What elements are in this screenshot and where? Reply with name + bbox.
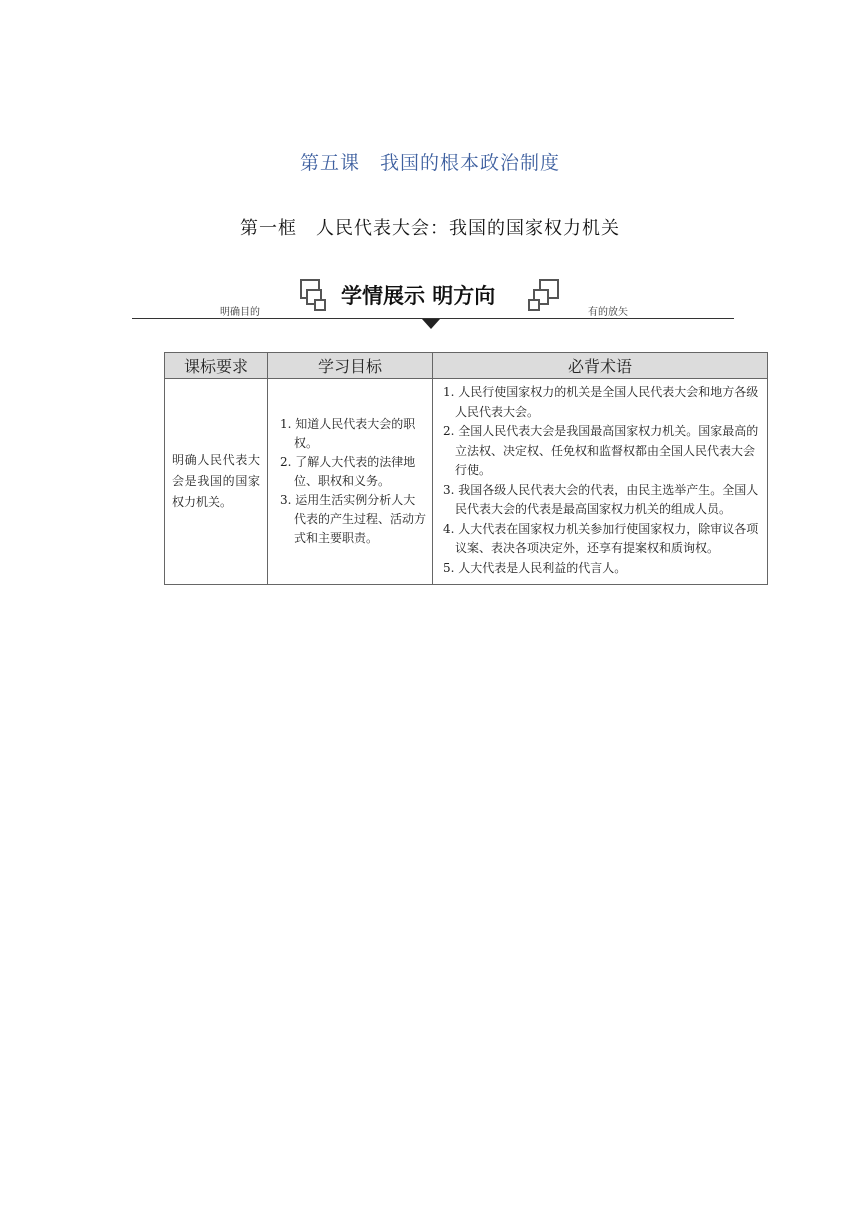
stacked-squares-icon bbox=[298, 278, 334, 314]
term-item: 2. 全国人民代表大会是我国最高国家权力机关。国家最高的立法权、决定权、任免权和监督权都由全国人民代表大会行使。 bbox=[443, 424, 759, 477]
header-terms: 必背术语 bbox=[433, 353, 768, 379]
goal-item: 2. 了解人大代表的法律地位、职权和义务。 bbox=[280, 455, 416, 488]
down-triangle-icon bbox=[422, 319, 440, 329]
lesson-title: 第五课 我国的根本政治制度 bbox=[299, 152, 560, 174]
goals-cell bbox=[268, 379, 433, 585]
goal-item: 3. 运用生活实例分析人大代表的产生过程、活动方式和主要职责。 bbox=[280, 493, 427, 545]
banner-title: 学情展示 明方向 bbox=[341, 284, 496, 308]
table-header-row bbox=[165, 353, 768, 379]
header-requirement: 课标要求 bbox=[165, 353, 268, 379]
goal-item: 1. 知道人民代表大会的职权。 bbox=[280, 417, 416, 450]
term-item: 1. 人民行使国家权力的机关是全国人民代表大会和地方各级人民代表大会。 bbox=[443, 385, 759, 419]
banner-right-text: 有的放矢 bbox=[588, 307, 628, 318]
term-item: 4. 人大代表在国家权力机关参加行使国家权力，除审议各项议案、表决各项决定外，还享有提案权和质询权。 bbox=[443, 521, 759, 555]
frame-title: 第一框 人民代表大会：我国的国家权力机关 bbox=[240, 218, 620, 239]
table-row bbox=[165, 379, 768, 585]
term-item: 5. 人大代表是人民利益的代言人。 bbox=[443, 560, 627, 575]
requirement-text: 明确人民代表大会是我国的国家权力机关。 bbox=[172, 453, 260, 509]
header-goals: 学习目标 bbox=[268, 353, 433, 379]
banner-left-text: 明确目的 bbox=[220, 307, 260, 318]
requirement-cell bbox=[165, 379, 268, 585]
section-banner bbox=[132, 272, 734, 332]
term-item: 3. 我国各级人民代表大会的代表，由民主选举产生。全国人民代表大会的代表是最高国家权力机关的组成人员。 bbox=[443, 482, 759, 516]
terms-cell bbox=[433, 379, 768, 585]
stacked-squares-icon bbox=[526, 278, 562, 314]
objectives-table bbox=[164, 352, 768, 585]
